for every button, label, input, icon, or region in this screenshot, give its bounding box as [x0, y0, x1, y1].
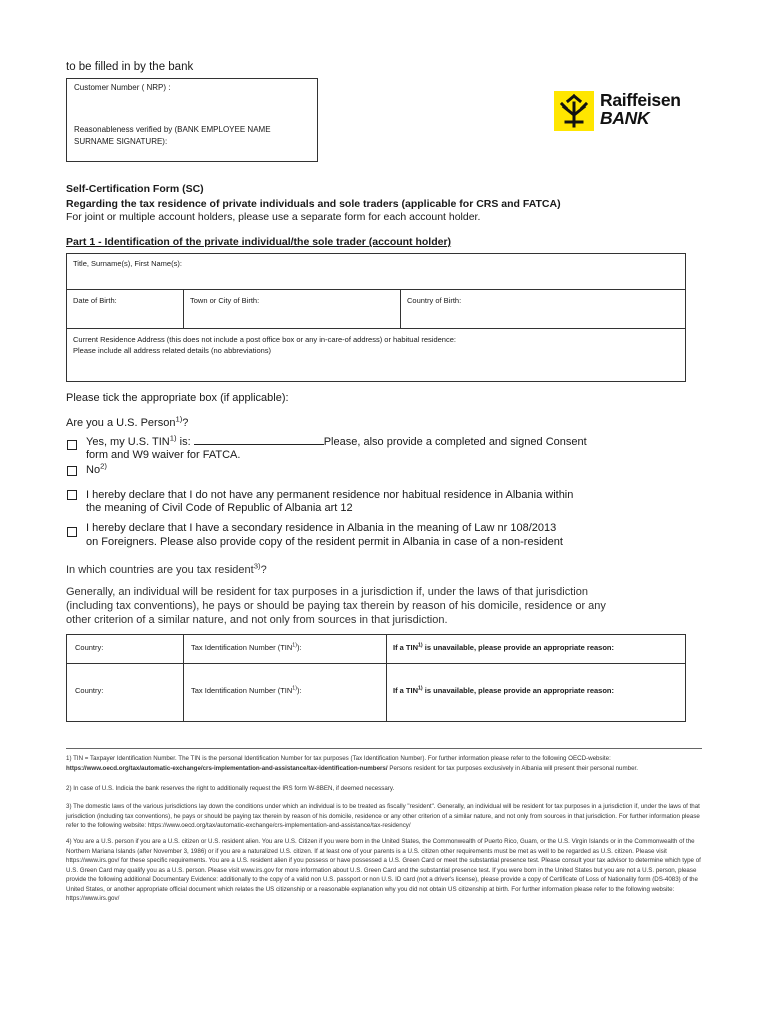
- tax-residence-table: [66, 634, 686, 722]
- no-albania-residence-line2: the meaning of Civil Code of Republic of Albania art 12: [86, 502, 353, 514]
- oecd-tin-link[interactable]: https://www.oecd.org/tax/automatic-exchange/crs-implementation-and-assistance/tax-identification-numbers/: [66, 764, 388, 772]
- yes-us-option-line2: form and W9 waiver for FATCA.: [86, 449, 241, 461]
- address-field[interactable]: [66, 328, 686, 382]
- logo-line-1: Raiffeisen: [600, 90, 681, 110]
- footnote-2: 2) In case of U.S. Indicia the bank reserves the right to additionally request the IRS form W-8BEN, if deemed necessary.: [66, 785, 395, 792]
- secondary-residence-checkbox[interactable]: [67, 527, 77, 537]
- dob-label: Date of Birth:: [73, 296, 117, 305]
- table-divider-2: [386, 635, 387, 721]
- raiffeisen-logo: [554, 91, 704, 131]
- joint-holder-note: For joint or multiple account holders, please use a separate form for each account holder.: [66, 211, 481, 223]
- tin-reason-label-2: If a TIN$^{1)}$ is unavailable, please provide an appropriate reason:: [393, 685, 615, 695]
- customer-number-label: Customer Number ( NRP) :: [74, 83, 171, 92]
- country-birth-field[interactable]: [400, 289, 686, 329]
- table-row-divider: [67, 663, 685, 664]
- tax-residence-question: In which countries are you tax resident$^{3)}$?: [66, 561, 267, 576]
- form-subtitle: Regarding the tax residence of private individuals and sole traders (applicable for CRS and FATCA): [66, 198, 561, 210]
- footnote-4: 4) You are a U.S. person if you are a U.S. citizen or U.S. resident alien. You are U.S. Citizen if you were born in the United States, the Commonwealth of Puerto Rico, Guam, or the U.S. Virgin Islands or in the Commonwealth of the Northern Mariana Islands (after November 3, 1986) or if you are a naturalized U.S. citizen. If at least one of your parents is a U.S. citizen other requirements must be met as well to be regarded as U.S. citizen. Please visit https://www.irs.gov/ for these specific requirements. You are a U.S. resident alien if you possess or have possessed a U.S. Green Card or meet the substantial presence test. Please consult your tax advisor to determine which type of U.S. Green Card may qualify you as a U.S. person. Please visit www.irs.gov for more information about U.S. Green Card and the substantial presence test. If you were born in the United States but you are not a U.S. person, please provide the following additional Documentary Evidence: additionally to the copy of a valid non U.S. passport or non U.S. ID card (not a driver's license), please provide a copy of Certificate of Loss of Nationality form (DS-4083) of the United States, or another appropriate official document which relates the US citizenship or a reasonable explanation why you did not obtain US citizenship at birth. For further information please refer to the following website: https://www.irs.gov/: [66, 838, 701, 902]
- country-label-2: Country:: [75, 686, 104, 695]
- town-birth-field[interactable]: [183, 289, 401, 329]
- us-person-question: Are you a U.S. Person$^{1)}$?: [66, 414, 189, 429]
- logo-line-2: BANK: [600, 108, 650, 128]
- no-albania-residence-checkbox[interactable]: [67, 490, 77, 500]
- tin-label-2: Tax Identification Number (TIN$^{1)}$):: [191, 685, 302, 695]
- footnote-1: 1) TIN = Taxpayer Identification Number. The TIN is the personal Identification Number for tax purposes (Tax Identification Number). For further information please refer to the following OECD-website: https://www.oecd.org/tax/automatic-exchange/crs-implementation-and-assistance/tax-identification-numbers/ Persons resident for tax purposes exclusively in Albania will present their personal number.: [66, 755, 638, 772]
- bank-use-box: [66, 78, 318, 162]
- logo-emblem-icon: [554, 91, 594, 131]
- footnote-3: 3) The domestic laws of the various jurisdictions lay down the conditions under which an individual is to be treated as fiscally "resident". Generally, an individual will be resident for tax purposes in a jurisdiction if, under the laws of that jurisdiction (including tax conventions), he pays or should be paying tax therein by reason of his domicile, residence or any other criterion of a similar nature, and not only from sources in that jurisdiction. For further information please refer to the following website: https://www.oecd.org/tax/automatic-exchange/crs-implementation-and-assistance/tax-residency/: [66, 803, 700, 829]
- reasonableness-label: Reasonableness verified by (BANK EMPLOYEE NAME SURNAME SIGNATURE):: [74, 125, 271, 146]
- dob-field[interactable]: [66, 289, 184, 329]
- name-label: Title, Surname(s), First Name(s):: [73, 259, 182, 268]
- logo-wordmark: [600, 91, 681, 127]
- tin-label-1: Tax Identification Number (TIN$^{1)}$):: [191, 642, 302, 652]
- footnote-divider: [66, 748, 702, 749]
- no-us-option: No$^{2)}$: [86, 461, 107, 476]
- no-us-checkbox[interactable]: [67, 466, 77, 476]
- no-albania-residence-line1: I hereby declare that I do not have any permanent residence nor habitual residence in Albania within: [86, 489, 574, 501]
- bank-use-heading: to be filled in by the bank: [66, 61, 194, 73]
- secondary-residence-line1: I hereby declare that I have a secondary residence in Albania in the meaning of Law nr 108/2013: [86, 522, 557, 534]
- address-label: Current Residence Address (this does not include a post office box or any in-care-of address) or habitual residence:: [73, 335, 456, 344]
- tick-prompt: Please tick the appropriate box (if applicable):: [66, 392, 289, 404]
- name-field[interactable]: [66, 253, 686, 290]
- country-birth-label: Country of Birth:: [407, 296, 462, 305]
- country-label-1: Country:: [75, 643, 104, 652]
- town-birth-label: Town or City of Birth:: [190, 296, 260, 305]
- address-note: Please include all address related details (no abbreviations): [73, 346, 272, 355]
- secondary-residence-line2: on Foreigners. Please also provide copy of the resident permit in Albania in case of a non-resident: [86, 536, 563, 548]
- form-title: Self-Certification Form (SC): [66, 183, 204, 195]
- part1-title: Part 1 - Identification of the private individual/the sole trader (account holder): [66, 236, 452, 248]
- tax-residence-explanation: Generally, an individual will be resident for tax purposes in a jurisdiction if, under the laws of that jurisdiction (including tax conventions), he pays or should be paying tax therein by reason of his domicile, residence or any other criterion of a similar nature, and not only from sources in that jurisdiction.: [66, 586, 606, 626]
- us-tin-input[interactable]: [194, 435, 324, 445]
- table-divider-1: [183, 635, 184, 721]
- tin-reason-label-1: If a TIN$^{1)}$ is unavailable, please provide an appropriate reason:: [393, 642, 615, 652]
- yes-us-checkbox[interactable]: [67, 440, 77, 450]
- yes-us-option: Yes, my U.S. TIN$^{1)}$ is: Please, also provide a completed and signed Consent: [86, 433, 587, 448]
